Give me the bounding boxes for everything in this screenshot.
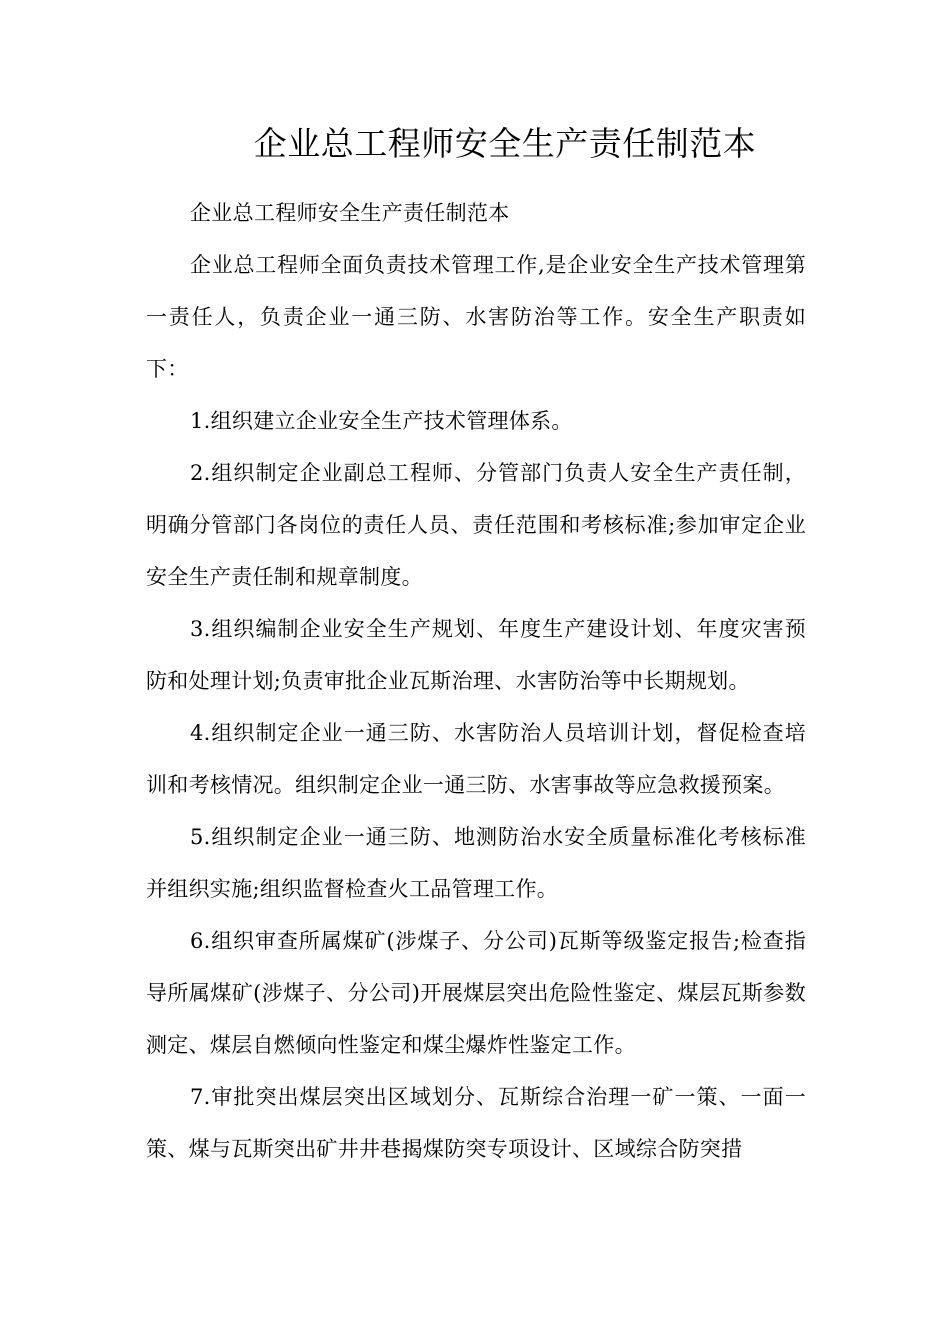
paragraph-item-7: 7.审批突出煤层突出区域划分、瓦斯综合治理一矿一策、一面一策、煤与瓦斯突出矿井井巷揭煤防突专项设计、区域综合防突措	[146, 1085, 806, 1161]
document-title: 企业总工程师安全生产责任制范本	[253, 124, 757, 163]
paragraph-subtitle: 企业总工程师安全生产责任制范本	[190, 201, 510, 225]
document-body	[146, 187, 806, 1175]
paragraph-item-6: 6.组织审查所属煤矿(涉煤子、分公司)瓦斯等级鉴定报告;检查指导所属煤矿(涉煤子、分公司)开展煤层突出危险性鉴定、煤层瓦斯参数测定、煤层自燃倾向性鉴定和煤尘爆炸性鉴定工作。	[146, 929, 806, 1057]
paragraph-item-2: 2.组织制定企业副总工程师、分管部门负责人安全生产责任制，明确分管部门各岗位的责任人员、责任范围和考核标准;参加审定企业安全生产责任制和规章制度。	[146, 461, 806, 589]
paragraph-item-4: 4.组织制定企业一通三防、水害防治人员培训计划，督促检查培训和考核情况。组织制定企业一通三防、水害事故等应急救援预案。	[146, 721, 806, 797]
paragraph-item-1: 1.组织建立企业安全生产技术管理体系。	[190, 409, 573, 433]
paragraph-item-3: 3.组织编制企业安全生产规划、年度生产建设计划、年度灾害预防和处理计划;负责审批企业瓦斯治理、水害防治等中长期规划。	[146, 617, 806, 693]
paragraph-intro: 企业总工程师全面负责技术管理工作,是企业安全生产技术管理第一责任人，负责企业一通三防、水害防治等工作。安全生产职责如下：	[146, 253, 806, 381]
paragraph-item-5: 5.组织制定企业一通三防、地测防治水安全质量标准化考核标准并组织实施;组织监督检查火工品管理工作。	[146, 825, 806, 901]
